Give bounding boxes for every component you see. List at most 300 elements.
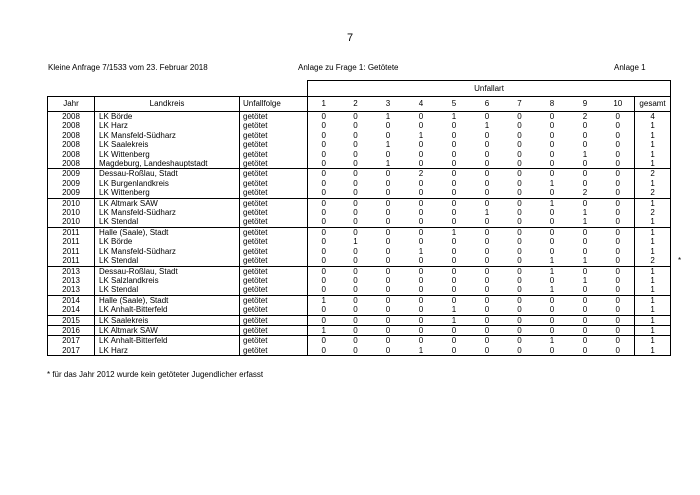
cell-gesamt-value: 2 <box>650 256 655 266</box>
cell-unfallart-10-value: 0 <box>615 198 620 208</box>
cell-unfallart-8 <box>536 188 569 198</box>
cell-unfallart-10 <box>602 169 635 179</box>
cell-unfallart-7 <box>504 150 536 159</box>
cell-unfallart-10 <box>602 112 635 122</box>
cell-unfallart-6 <box>471 179 504 188</box>
cell-unfallart-6-value: 0 <box>484 217 490 227</box>
cell-unfallart-4 <box>405 131 438 140</box>
cell-unfallart-2 <box>340 208 372 217</box>
cell-unfallfolge-value: getötet <box>243 295 268 305</box>
cell-unfallart-9-value: 2 <box>582 188 588 198</box>
cell-unfallart-6 <box>471 237 504 246</box>
cell-unfallart-10 <box>602 256 635 266</box>
cell-unfallart-2 <box>340 295 372 305</box>
cell-unfallart-6-value: 0 <box>484 198 490 208</box>
cell-unfallart-4 <box>405 150 438 159</box>
cell-unfallfolge <box>240 198 308 208</box>
cell-unfallfolge <box>240 179 308 188</box>
cell-unfallart-9-value: 0 <box>582 315 588 325</box>
cell-unfallart-3-value: 0 <box>385 121 391 131</box>
cell-unfallart-4 <box>405 188 438 198</box>
cell-unfallart-2-value: 0 <box>353 130 358 140</box>
cell-unfallart-3-value: 0 <box>385 149 391 159</box>
cell-unfallart-1-value: 0 <box>321 237 326 247</box>
cell-jahr-value: 2009 <box>62 188 80 198</box>
cell-unfallart-8 <box>536 131 569 140</box>
col-unfallfolge: Unfallfolge <box>240 97 308 112</box>
cell-unfallart-7-value: 0 <box>517 217 522 227</box>
cell-unfallart-1 <box>308 159 340 169</box>
cell-unfallart-2-value: 0 <box>353 246 358 256</box>
cell-unfallart-1 <box>308 285 340 295</box>
cell-unfallart-3 <box>372 198 405 208</box>
cell-unfallfolge <box>240 140 308 149</box>
cell-unfallart-4 <box>405 276 438 285</box>
cell-landkreis-value: LK Burgenlandkreis <box>99 178 169 188</box>
cell-unfallfolge <box>240 237 308 246</box>
col-unfallart-9: 9 <box>569 97 602 112</box>
table-row <box>48 159 671 169</box>
cell-unfallart-9 <box>569 315 602 325</box>
cell-unfallart-6-value: 0 <box>484 246 490 256</box>
table-row <box>48 237 671 246</box>
cell-unfallart-2-value: 0 <box>353 208 358 218</box>
cell-jahr <box>48 159 95 169</box>
cell-gesamt <box>635 179 671 188</box>
footnote: * für das Jahr 2012 wurde kein getöteter Jugendlicher erfasst <box>47 370 264 379</box>
cell-unfallart-2 <box>340 276 372 285</box>
cell-unfallart-8 <box>536 208 569 217</box>
cell-unfallart-6 <box>471 150 504 159</box>
cell-unfallart-1-value: 0 <box>321 275 326 285</box>
cell-gesamt <box>635 315 671 325</box>
cell-unfallart-1-value: 0 <box>321 246 326 256</box>
cell-unfallart-10-value: 0 <box>615 246 620 256</box>
cell-unfallart-4 <box>405 140 438 149</box>
cell-unfallart-8 <box>536 266 569 276</box>
cell-unfallart-7 <box>504 198 536 208</box>
cell-unfallart-2 <box>340 247 372 256</box>
cell-unfallart-3-value: 0 <box>385 325 391 335</box>
cell-unfallart-5-value: 0 <box>451 295 457 305</box>
cell-landkreis <box>95 285 240 295</box>
cell-unfallart-7-value: 0 <box>517 208 522 218</box>
cell-unfallart-6-value: 0 <box>484 325 490 335</box>
cell-unfallart-3 <box>372 112 405 122</box>
cell-jahr <box>48 198 95 208</box>
cell-unfallfolge <box>240 169 308 179</box>
cell-gesamt-value: 1 <box>650 140 655 150</box>
unfallart-header: Unfallart <box>308 81 671 97</box>
cell-landkreis <box>95 266 240 276</box>
cell-unfallart-6-value: 0 <box>484 149 490 159</box>
cell-jahr-value: 2008 <box>62 112 80 121</box>
cell-unfallart-2-value: 0 <box>353 256 358 266</box>
cell-unfallart-3 <box>372 159 405 169</box>
cell-unfallart-6-value: 0 <box>484 188 490 198</box>
cell-unfallart-10 <box>602 276 635 285</box>
cell-jahr-value: 2014 <box>62 305 80 315</box>
cell-gesamt-value: 4 <box>650 112 655 121</box>
cell-gesamt-value: 1 <box>650 266 655 276</box>
cell-landkreis-value: LK Anhalt-Bitterfeld <box>99 305 168 315</box>
cell-unfallart-7 <box>504 169 536 179</box>
cell-unfallart-6 <box>471 285 504 295</box>
cell-unfallart-10-value: 0 <box>615 178 620 188</box>
cell-unfallart-5 <box>438 150 471 159</box>
cell-unfallart-3 <box>372 217 405 227</box>
cell-unfallart-7 <box>504 247 536 256</box>
cell-unfallart-3 <box>372 266 405 276</box>
cell-landkreis <box>95 188 240 198</box>
cell-unfallart-9-value: 0 <box>582 198 588 208</box>
cell-unfallart-9-value: 1 <box>582 275 588 285</box>
cell-unfallart-9 <box>569 276 602 285</box>
cell-unfallart-6-value: 0 <box>484 336 490 346</box>
cell-unfallart-2-value: 0 <box>353 275 358 285</box>
cell-unfallart-3 <box>372 256 405 266</box>
cell-jahr <box>48 295 95 305</box>
cell-unfallart-7-value: 0 <box>517 275 522 285</box>
col-unfallart-1: 1 <box>308 97 340 112</box>
cell-landkreis <box>95 346 240 356</box>
cell-unfallart-6 <box>471 266 504 276</box>
cell-gesamt <box>635 112 671 122</box>
cell-unfallart-8 <box>536 121 569 130</box>
cell-unfallart-7 <box>504 131 536 140</box>
cell-unfallart-8 <box>536 325 569 335</box>
cell-landkreis-value: LK Mansfeld-Südharz <box>99 208 176 218</box>
cell-gesamt-value: 1 <box>650 305 655 315</box>
cell-unfallart-3 <box>372 305 405 315</box>
cell-unfallart-6 <box>471 346 504 356</box>
cell-unfallart-8-value: 0 <box>549 130 555 140</box>
cell-unfallart-5-value: 1 <box>451 227 457 237</box>
cell-unfallart-5-value: 0 <box>451 217 457 227</box>
cell-unfallart-10-value: 0 <box>615 121 620 131</box>
cell-unfallart-4 <box>405 285 438 295</box>
cell-unfallart-4-value: 0 <box>418 121 424 131</box>
cell-unfallart-8-value: 1 <box>549 336 555 346</box>
cell-unfallart-6 <box>471 208 504 217</box>
cell-unfallfolge-value: getötet <box>243 198 268 208</box>
cell-unfallart-5-value: 0 <box>451 169 457 179</box>
cell-unfallfolge-value: getötet <box>243 159 268 169</box>
cell-unfallfolge <box>240 217 308 227</box>
cell-unfallart-6 <box>471 217 504 227</box>
cell-unfallart-6-value: 0 <box>484 130 490 140</box>
cell-unfallart-4-value: 2 <box>418 169 424 179</box>
cell-unfallart-7-value: 0 <box>517 188 522 198</box>
cell-unfallart-1 <box>308 217 340 227</box>
cell-unfallart-10-value: 0 <box>615 345 620 355</box>
cell-landkreis <box>95 208 240 217</box>
cell-unfallart-3-value: 0 <box>385 336 391 346</box>
cell-unfallart-4-value: 0 <box>418 188 424 198</box>
cell-unfallart-5 <box>438 237 471 246</box>
cell-jahr <box>48 217 95 227</box>
cell-unfallart-3-value: 0 <box>385 256 391 266</box>
cell-unfallart-10-value: 0 <box>615 169 620 179</box>
cell-unfallfolge <box>240 121 308 130</box>
cell-unfallart-10-value: 0 <box>615 266 620 276</box>
cell-landkreis-value: LK Harz <box>99 121 128 131</box>
cell-unfallart-3-value: 0 <box>385 315 391 325</box>
cell-unfallart-5 <box>438 159 471 169</box>
table-row <box>48 336 671 346</box>
cell-unfallart-9-value: 0 <box>582 159 588 169</box>
cell-unfallart-1 <box>308 305 340 315</box>
cell-unfallart-7 <box>504 208 536 217</box>
cell-unfallart-2-value: 0 <box>353 217 358 227</box>
cell-unfallart-9 <box>569 325 602 335</box>
cell-gesamt <box>635 247 671 256</box>
cell-gesamt <box>635 140 671 149</box>
cell-unfallart-9 <box>569 169 602 179</box>
cell-unfallart-3 <box>372 247 405 256</box>
cell-gesamt <box>635 276 671 285</box>
cell-landkreis-value: LK Anhalt-Bitterfeld <box>99 336 168 346</box>
cell-unfallart-7-value: 0 <box>517 198 522 208</box>
cell-unfallfolge <box>240 285 308 295</box>
cell-unfallart-8 <box>536 217 569 227</box>
cell-unfallfolge <box>240 131 308 140</box>
cell-unfallart-3 <box>372 227 405 237</box>
cell-unfallart-3 <box>372 237 405 246</box>
cell-jahr-value: 2017 <box>62 345 80 355</box>
cell-unfallart-1-value: 0 <box>321 336 326 346</box>
cell-unfallart-1-value: 0 <box>321 198 326 208</box>
cell-unfallart-6 <box>471 159 504 169</box>
cell-jahr <box>48 169 95 179</box>
cell-unfallart-6 <box>471 227 504 237</box>
cell-unfallart-4-value: 0 <box>418 266 424 276</box>
cell-unfallart-9-value: 0 <box>582 121 588 131</box>
cell-gesamt-value: 1 <box>650 227 655 237</box>
cell-gesamt <box>635 295 671 305</box>
cell-unfallart-8 <box>536 159 569 169</box>
cell-jahr-value: 2017 <box>62 336 80 346</box>
cell-unfallart-5 <box>438 276 471 285</box>
cell-gesamt-value: 1 <box>650 237 655 247</box>
cell-gesamt-value: 2 <box>650 188 655 198</box>
cell-unfallfolge-value: getötet <box>243 336 268 346</box>
cell-jahr-value: 2013 <box>62 266 80 276</box>
cell-unfallart-3-value: 1 <box>385 112 391 121</box>
cell-unfallart-1 <box>308 208 340 217</box>
cell-unfallart-9-value: 1 <box>582 256 588 266</box>
cell-unfallfolge <box>240 188 308 198</box>
cell-unfallart-8 <box>536 169 569 179</box>
cell-unfallart-1-value: 0 <box>321 315 326 325</box>
cell-unfallart-10-value: 0 <box>615 227 620 237</box>
cell-unfallart-4-value: 0 <box>418 178 424 188</box>
cell-unfallfolge <box>240 295 308 305</box>
cell-unfallfolge <box>240 315 308 325</box>
cell-unfallart-7-value: 0 <box>517 246 522 256</box>
cell-jahr-value: 2011 <box>62 256 80 266</box>
cell-unfallart-8-value: 0 <box>549 305 555 315</box>
cell-gesamt <box>635 256 682 266</box>
cell-unfallart-10 <box>602 179 635 188</box>
cell-unfallart-3 <box>372 179 405 188</box>
cell-unfallart-5 <box>438 256 471 266</box>
cell-unfallfolge-value: getötet <box>243 275 268 285</box>
cell-unfallart-4-value: 0 <box>418 149 424 159</box>
cell-unfallart-4 <box>405 179 438 188</box>
cell-unfallart-4 <box>405 198 438 208</box>
cell-unfallart-5 <box>438 131 471 140</box>
cell-gesamt <box>635 237 671 246</box>
cell-unfallart-4-value: 1 <box>418 345 424 355</box>
cell-gesamt <box>635 188 671 198</box>
cell-unfallart-5 <box>438 305 471 315</box>
cell-unfallart-2-value: 0 <box>353 121 358 131</box>
cell-unfallart-6 <box>471 256 504 266</box>
cell-unfallart-5-value: 0 <box>451 149 457 159</box>
cell-unfallart-10-value: 0 <box>615 315 620 325</box>
cell-unfallart-1-value: 0 <box>321 305 326 315</box>
cell-unfallart-1-value: 0 <box>321 130 326 140</box>
cell-unfallart-10-value: 0 <box>615 237 620 247</box>
cell-jahr <box>48 266 95 276</box>
cell-unfallart-9-value: 0 <box>582 246 588 256</box>
col-unfallart-3: 3 <box>372 97 405 112</box>
cell-gesamt-value: 1 <box>650 275 655 285</box>
cell-unfallart-9-value: 1 <box>582 208 588 218</box>
cell-jahr-value: 2010 <box>62 208 80 218</box>
cell-unfallart-7-value: 0 <box>517 325 522 335</box>
cell-unfallart-3-value: 0 <box>385 275 391 285</box>
cell-unfallart-6-value: 0 <box>484 295 490 305</box>
cell-landkreis <box>95 140 240 149</box>
cell-unfallart-5-value: 0 <box>451 237 457 247</box>
cell-unfallart-6 <box>471 276 504 285</box>
cell-jahr-value: 2008 <box>62 149 80 159</box>
cell-landkreis-value: LK Mansfeld-Südharz <box>99 246 176 256</box>
table-row <box>48 131 671 140</box>
cell-landkreis <box>95 325 240 335</box>
cell-unfallart-2-value: 0 <box>353 149 358 159</box>
cell-unfallart-4-value: 0 <box>418 237 424 247</box>
cell-unfallart-1 <box>308 315 340 325</box>
cell-landkreis <box>95 159 240 169</box>
cell-unfallart-9 <box>569 179 602 188</box>
cell-unfallfolge <box>240 247 308 256</box>
cell-unfallart-7 <box>504 112 536 122</box>
cell-unfallart-5 <box>438 217 471 227</box>
cell-unfallart-2 <box>340 325 372 335</box>
cell-unfallfolge-value: getötet <box>243 140 268 150</box>
cell-unfallart-6-value: 0 <box>484 112 490 121</box>
cell-jahr <box>48 346 95 356</box>
cell-unfallart-6 <box>471 325 504 335</box>
cell-unfallart-10-value: 0 <box>615 112 620 121</box>
cell-unfallart-9 <box>569 256 602 266</box>
cell-unfallart-6-value: 0 <box>484 266 490 276</box>
cell-unfallart-4 <box>405 247 438 256</box>
cell-unfallart-4 <box>405 295 438 305</box>
cell-unfallart-8-value: 0 <box>549 345 555 355</box>
cell-unfallart-2 <box>340 131 372 140</box>
cell-unfallart-3-value: 0 <box>385 217 391 227</box>
cell-unfallart-10 <box>602 315 635 325</box>
cell-unfallart-6-value: 0 <box>484 169 490 179</box>
cell-unfallfolge-value: getötet <box>243 325 268 335</box>
cell-landkreis <box>95 276 240 285</box>
cell-unfallart-8 <box>536 198 569 208</box>
cell-unfallart-2 <box>340 169 372 179</box>
cell-unfallart-8 <box>536 112 569 122</box>
cell-unfallart-4 <box>405 112 438 122</box>
cell-unfallart-2-value: 0 <box>353 227 358 237</box>
cell-unfallart-2 <box>340 198 372 208</box>
cell-unfallart-1 <box>308 276 340 285</box>
cell-unfallfolge <box>240 256 308 266</box>
cell-unfallart-8 <box>536 295 569 305</box>
cell-unfallart-9-value: 0 <box>582 237 588 247</box>
cell-unfallart-7-value: 0 <box>517 345 522 355</box>
cell-landkreis <box>95 131 240 140</box>
cell-unfallart-5-value: 0 <box>451 266 457 276</box>
cell-unfallart-3-value: 0 <box>385 208 391 218</box>
cell-unfallart-4-value: 0 <box>418 305 424 315</box>
cell-unfallart-8 <box>536 150 569 159</box>
cell-jahr-value: 2008 <box>62 140 80 150</box>
cell-unfallart-10 <box>602 188 635 198</box>
cell-unfallart-4-value: 0 <box>418 198 424 208</box>
cell-unfallart-3-value: 0 <box>385 305 391 315</box>
cell-unfallart-6-value: 0 <box>484 237 490 247</box>
cell-unfallart-10 <box>602 237 635 246</box>
cell-unfallart-1-value: 0 <box>321 208 326 218</box>
cell-unfallart-1 <box>308 198 340 208</box>
cell-unfallart-4-value: 0 <box>418 112 424 121</box>
cell-unfallart-5 <box>438 208 471 217</box>
cell-unfallart-7-value: 0 <box>517 305 522 315</box>
cell-unfallart-10 <box>602 266 635 276</box>
cell-unfallart-9 <box>569 159 602 169</box>
cell-unfallart-2 <box>340 140 372 149</box>
cell-unfallart-2 <box>340 336 372 346</box>
cell-unfallart-4-value: 1 <box>418 246 424 256</box>
table-row <box>48 208 671 217</box>
cell-unfallart-5-value: 0 <box>451 140 457 150</box>
cell-unfallart-5 <box>438 188 471 198</box>
cell-landkreis-value: LK Harz <box>99 345 128 355</box>
cell-unfallart-7 <box>504 276 536 285</box>
cell-landkreis-value: LK Börde <box>99 237 133 247</box>
cell-unfallfolge-value: getötet <box>243 217 268 227</box>
cell-unfallart-9-value: 1 <box>582 149 588 159</box>
cell-unfallart-9-value: 0 <box>582 295 588 305</box>
cell-unfallart-5-value: 1 <box>451 305 457 315</box>
cell-unfallart-9 <box>569 112 602 122</box>
cell-landkreis-value: LK Altmark SAW <box>99 198 158 208</box>
table-row <box>48 198 671 208</box>
cell-landkreis-value: LK Salzlandkreis <box>99 275 159 285</box>
cell-unfallart-3 <box>372 131 405 140</box>
cell-landkreis <box>95 217 240 227</box>
cell-unfallart-7 <box>504 346 536 356</box>
cell-unfallart-3-value: 0 <box>385 266 391 276</box>
cell-unfallart-1-value: 1 <box>321 325 326 335</box>
cell-unfallart-7-value: 0 <box>517 315 522 325</box>
cell-unfallart-4 <box>405 346 438 356</box>
cell-unfallart-8 <box>536 256 569 266</box>
cell-unfallart-8 <box>536 346 569 356</box>
cell-unfallart-3-value: 1 <box>385 140 391 150</box>
